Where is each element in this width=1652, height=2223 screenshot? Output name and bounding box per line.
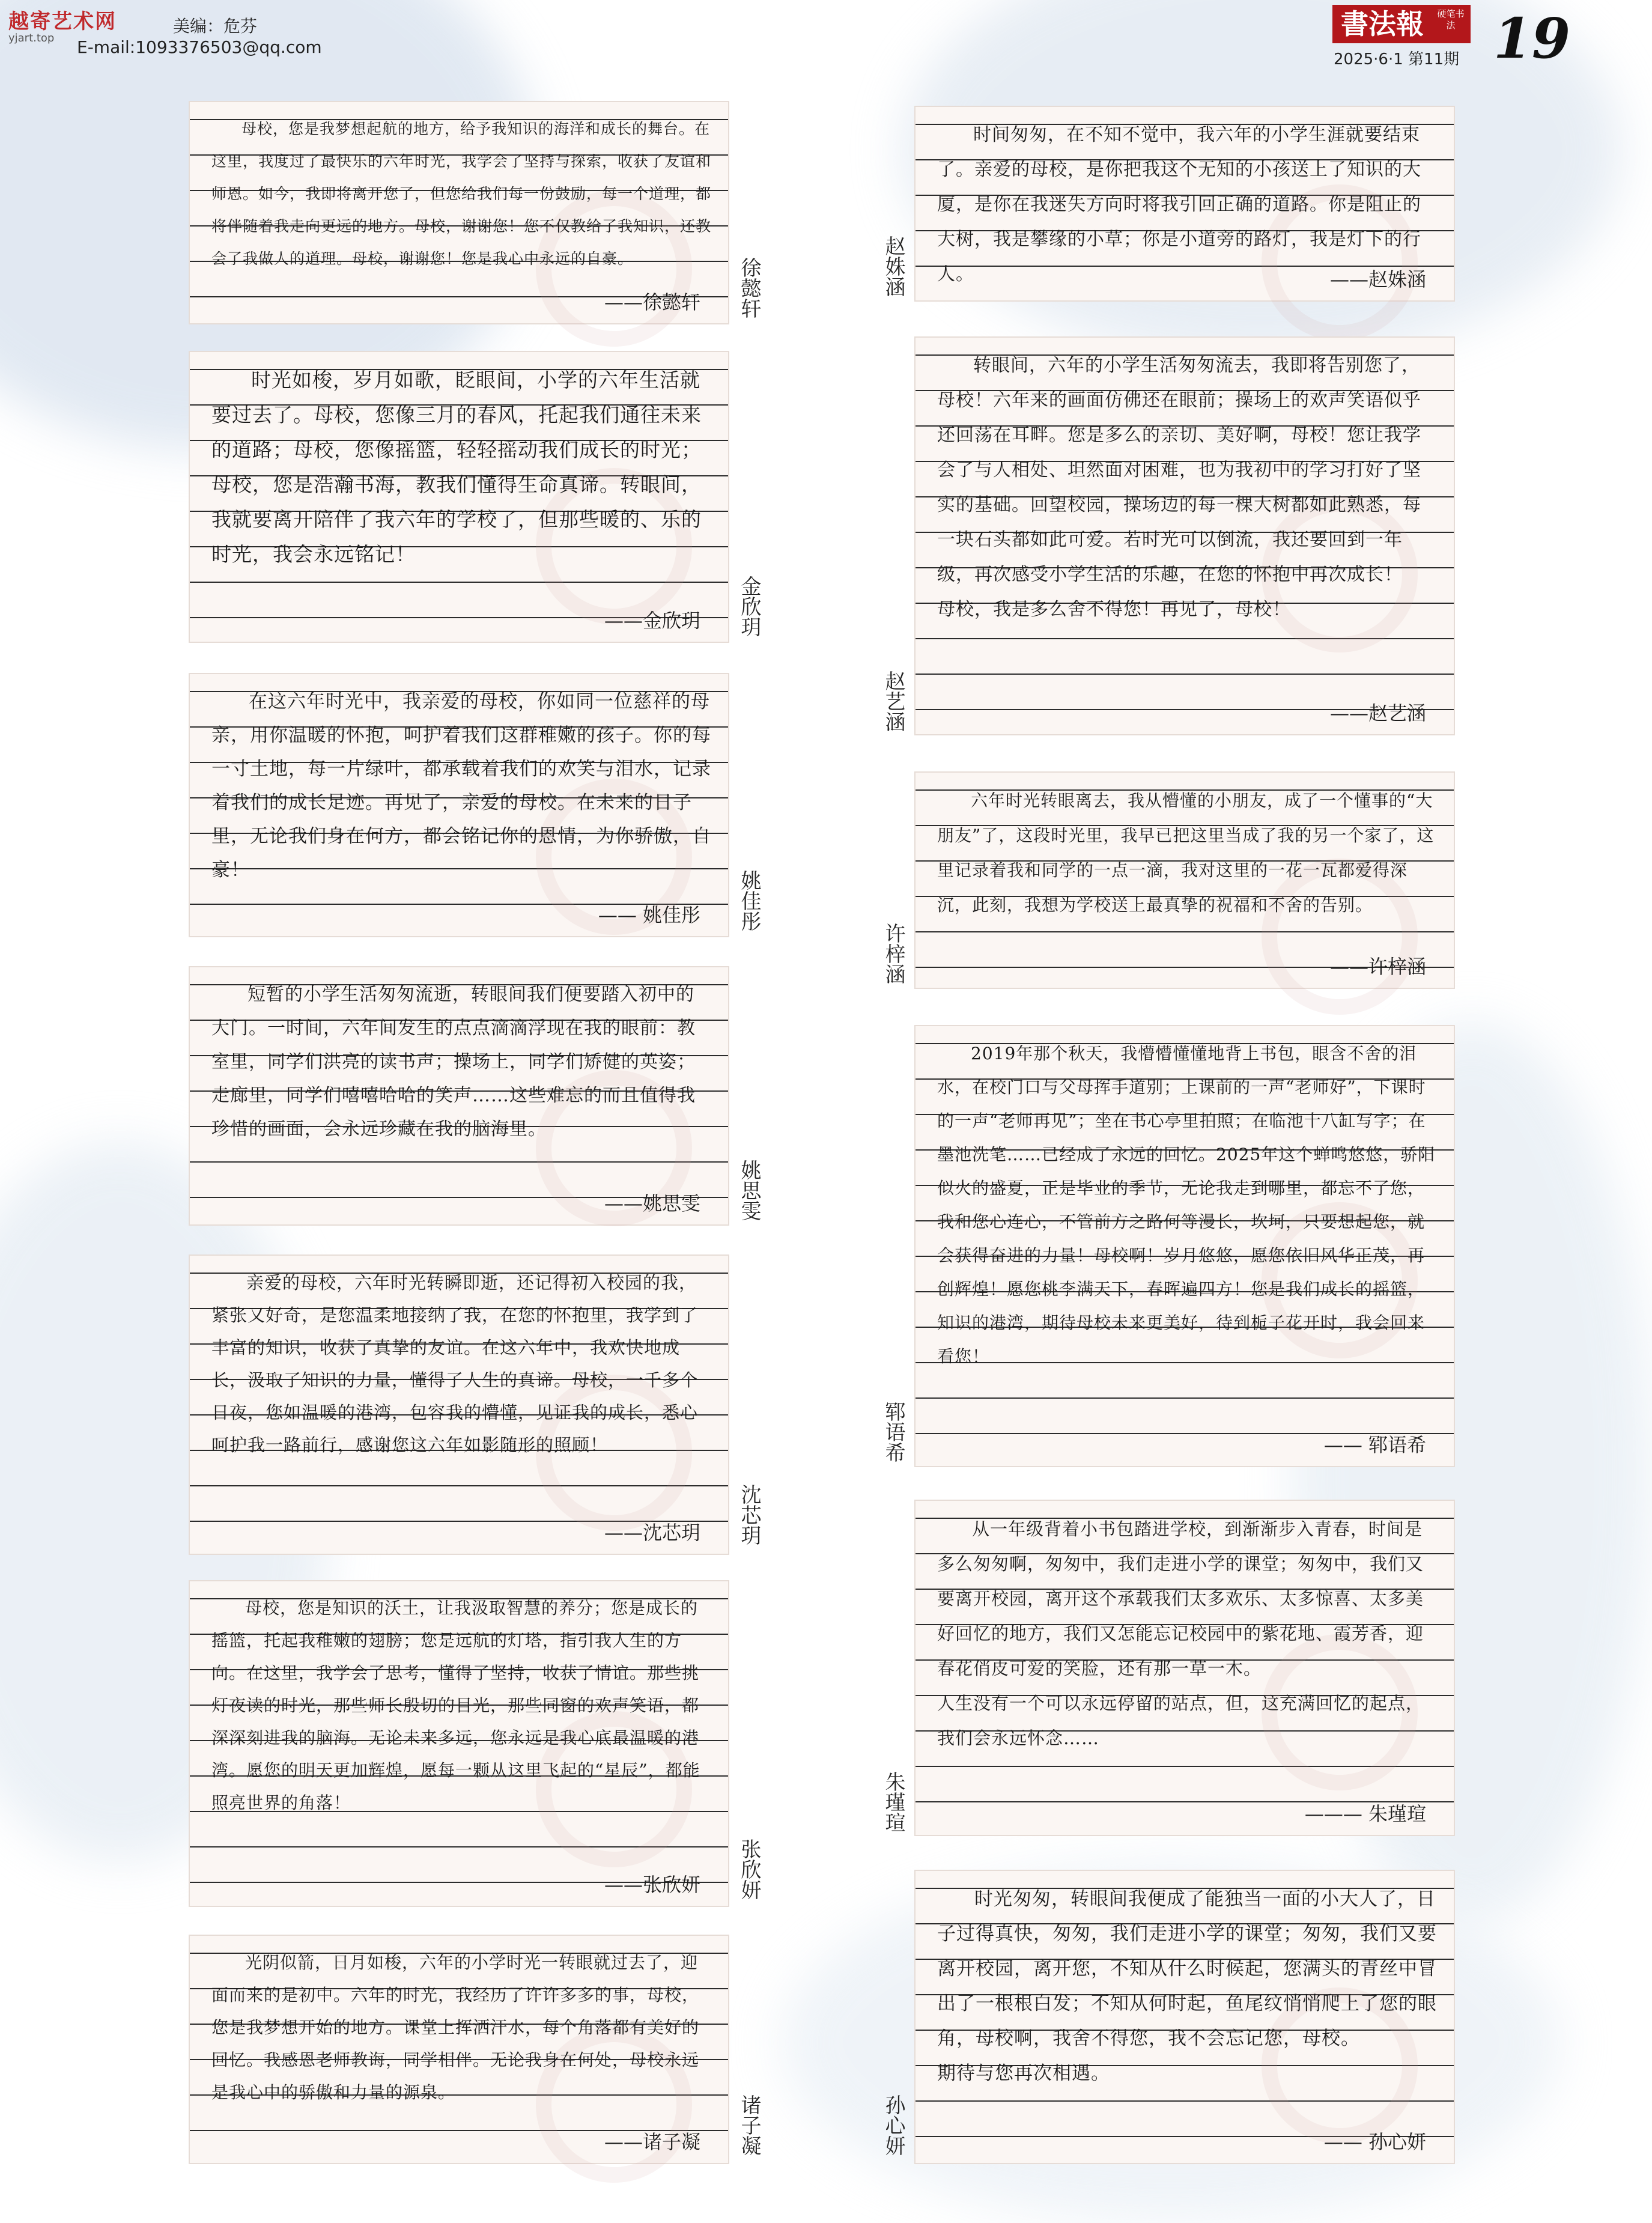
essay-text: 在这六年时光中，我亲爱的母校，你如同一位慈祥的母亲，用你温暖的怀抱，呵护着我们这群稚嫩的孩子。你的每一寸土地，每一片绿叶，都承载着我们的欢笑与泪水，记录着我们的成长足迹。再见了，亲爱的母校。在未来的日子里，无论我们身在何方，都会铭记你的恩情，为你骄傲，自豪！ <box>211 691 711 881</box>
essay-text: 母校，您是我梦想起航的地方，给予我知识的海洋和成长的舞台。在这里，我度过了最快乐的六年时光，我学会了坚持与探索，收获了友谊和师恩。如今，我即将离开您了，但您给我们每一份鼓励，每一个道理，都将伴随着我走向更远的地方。母校，谢谢您！您不仅教给了我知识，还教会了我做人的道理。母校，谢谢您！您是我心中永远的自豪。 <box>211 120 712 267</box>
essay-text: 时光匆匆，转眼间我便成了能独当一面的小大人了，日子过得真快，匆匆，我们走进小学的课堂；匆匆，我们又要离开校园，离开您，不知从什么时候起，您满头的青丝中冒出了一根根白发；不知从何时起，鱼尾纹悄悄爬上了您的眼角，母校啊，我舍不得您，我不会忘记您，母校。 期待与您再次相遇。 <box>937 1888 1437 2084</box>
essay-signature: —— 姚佳彤 <box>598 904 700 926</box>
essay-signature: ——张欣妍 <box>604 1873 700 1896</box>
essay-card <box>914 771 1455 989</box>
author-name: 张欣妍 <box>737 1838 761 1900</box>
author-name: 赵姝涵 <box>881 236 905 297</box>
essay-text: 亲爱的母校，六年时光转瞬即逝，还记得初入校园的我，紧张又好奇，是您温柔地接纳了我，在您的怀抱里，我学到了丰富的知识，收获了真挚的友谊。在这六年中，我欢快地成长，汲取了知识的力量，懂得了人生的真谛。母校，一千多个日夜，您如温暖的港湾，包容我的懵懂，见证我的成长，悉心呵护我一路前行，感谢您这六年如影随形的照顾！ <box>211 1273 699 1455</box>
issue-date: 2025·6·1 第11期 <box>1334 50 1460 68</box>
essay-text: 从一年级背着小书包踏进学校，到渐渐步入青春，时间是多么匆匆啊，匆匆中，我们走进小学的课堂；匆匆中，我们又要离开校园，离开这个承载我们太多欢乐、太多惊喜、太多美好回忆的地方，我们又怎能忘记校园中的紫花地、霞芳香，迎春花俏皮可爱的笑脸，还有那一草一木。 人生没有一个可以永远停留的站点，但，这充满回忆的起点，我们会永远怀念…… <box>937 1519 1424 1748</box>
essay-card <box>914 1500 1455 1836</box>
essay-signature: ——诸子凝 <box>604 2130 700 2153</box>
author-name: 许梓涵 <box>881 923 905 984</box>
editor-email: E-mail:1093376503@qq.com <box>77 37 322 57</box>
masthead-subtitle: 硬笔书法 <box>1437 8 1465 31</box>
essay-signature: ——徐懿轩 <box>604 291 700 314</box>
essay-text: 时间匆匆，在不知不觉中，我六年的小学生涯就要结束了。亲爱的母校，是你把我这个无知的小孩送上了知识的大厦，是你在我迷失方向时将我引回正确的道路。你是阻止的大树，我是攀缘的小草；你是小道旁的路灯，我是灯下的行人。 <box>937 124 1421 285</box>
essay-text: 六年时光转眼离去，我从懵懂的小朋友，成了一个懂事的“大朋友”了，这段时光里，我早已把这里当成了我的另一个家了，这里记录着我和同学的一点一滴，我对这里的一花一瓦都爱得深沉，此刻，我想为学校送上最真挚的祝福和不舍的告别。 <box>937 791 1435 915</box>
essay-signature: ——沈芯玥 <box>604 1521 700 1544</box>
essay-text: 转眼间，六年的小学生活匆匆流去，我即将告别您了，母校！六年来的画面仿佛还在眼前；操场上的欢声笑语似乎还回荡在耳畔。您是多么的亲切、美好啊，母校！您让我学会了与人相处、坦然面对困难，也为我初中的学习打好了坚实的基础。回望校园，操场边的每一棵大树都如此熟悉，每一块石头都如此可爱。若时光可以倒流，我还要回到一年级，再次感受小学生活的乐趣，在您的怀抱中再次成长！ 母校，我是多么舍不得您！再见了，母校！ <box>937 355 1421 620</box>
author-name: 朱瑾瑄 <box>881 1771 905 1832</box>
essay-card <box>914 106 1455 302</box>
essay-card <box>189 101 729 324</box>
essay-signature: ——赵艺涵 <box>1329 702 1426 725</box>
brand-url: yjart.top <box>8 32 55 44</box>
author-name: 孙心妍 <box>881 2094 905 2156</box>
essay-card <box>189 966 729 1226</box>
author-name: 赵艺涵 <box>881 671 905 732</box>
author-name: 徐懿轩 <box>737 257 761 318</box>
author-name: 郓语希 <box>881 1401 905 1462</box>
essay-text: 时光如梭，岁月如歌，眨眼间，小学的六年生活就要过去了。母校，您像三月的春风，托起我们通往未来的道路；母校，您像摇篮，轻轻摇动我们成长的时光；母校，您是浩瀚书海，教我们懂得生命真谛。转眼间，我就要离开陪伴了我六年的学校了，但那些暖的、乐的时光，我会永远铭记！ <box>211 368 702 566</box>
essay-card <box>189 1935 729 2164</box>
author-name: 金欣玥 <box>737 576 761 637</box>
essay-signature: ——姚思雯 <box>604 1192 700 1215</box>
essay-card <box>189 1254 729 1555</box>
essay-signature: —— 孙心妍 <box>1323 2130 1426 2153</box>
essay-signature: ——金欣玥 <box>604 609 700 632</box>
essay-text: 光阴似箭，日月如梭，六年的小学时光一转眼就过去了，迎面而来的是初中。六年的时光，我经历了许许多多的事，母校，您是我梦想开始的地方。课堂上挥洒汗水，每个角落都有美好的回忆。我感恩老师教诲，同学相伴。无论我身在何处，母校永远是我心中的骄傲和力量的源泉。 <box>211 1953 700 2102</box>
essay-signature: ——赵姝涵 <box>1329 268 1426 291</box>
essay-signature: ——— 朱瑾瑄 <box>1304 1802 1426 1825</box>
masthead: 書法報 <box>1332 5 1471 43</box>
author-name: 姚佳彤 <box>737 870 761 931</box>
author-name: 诸子凝 <box>737 2094 761 2156</box>
essay-signature: —— 郓语希 <box>1323 1434 1426 1456</box>
editor-credit: 美编：危芬 <box>173 16 258 36</box>
essay-card <box>914 336 1455 735</box>
essay-text: 母校，您是知识的沃土，让我汲取智慧的养分；您是成长的摇篮，托起我稚嫩的翅膀；您是远航的灯塔，指引我人生的方向。在这里，我学会了思考，懂得了坚持，收获了情谊。那些挑灯夜读的时光，那些师长殷切的目光，那些同窗的欢声笑语，都深深刻进我的脑海。无论未来多远，您永远是我心底最温暖的港湾。愿您的明天更加辉煌，愿每一颗从这里飞起的“星辰”，都能照亮世界的角落！ <box>211 1598 700 1813</box>
essay-text: 短暂的小学生活匆匆流逝，转眼间我们便要踏入初中的大门。一时间，六年间发生的点点滴滴浮现在我的眼前：教室里，同学们洪亮的读书声；操场上，同学们矫健的英姿；走廊里，同学们嘻嘻哈哈的笑声……这些难忘的而且值得我珍惜的画面，会永远珍藏在我的脑海里。 <box>211 984 696 1140</box>
author-name: 沈芯玥 <box>737 1484 761 1545</box>
brand-name: 越寄艺术网 <box>8 10 117 34</box>
essay-card <box>914 1870 1455 2164</box>
essay-card <box>189 1580 729 1907</box>
author-name: 姚思雯 <box>737 1160 761 1221</box>
essay-card <box>189 351 729 643</box>
essay-card <box>914 1025 1455 1467</box>
essay-signature: ——许梓涵 <box>1329 955 1426 978</box>
essay-text: 2019年那个秋天，我懵懵懂懂地背上书包，眼含不舍的泪水，在校门口与父母挥手道别；上课前的一声“老师好”，下课时的一声“老师再见”；坐在书心亭里拍照；在临池十八缸写字；在墨池洗笔……已经成了永远的回忆。2025年这个蝉鸣悠悠，骄阳似火的盛夏，正是毕业的季节，无论我走到哪里，都忘不了您，我和您心连心，不管前方之路何等漫长，坎坷，只要想起您，就会获得奋进的力量！母校啊！岁月悠悠，愿您依旧风华正茂，再创辉煌！愿您桃李满天下，春晖遍四方！您是我们成长的摇篮，知识的港湾，期待母校未来更美好，待到栀子花开时，我会回来看您！ <box>937 1044 1436 1366</box>
page-number: 19 <box>1493 6 1571 71</box>
essay-card <box>189 673 729 937</box>
